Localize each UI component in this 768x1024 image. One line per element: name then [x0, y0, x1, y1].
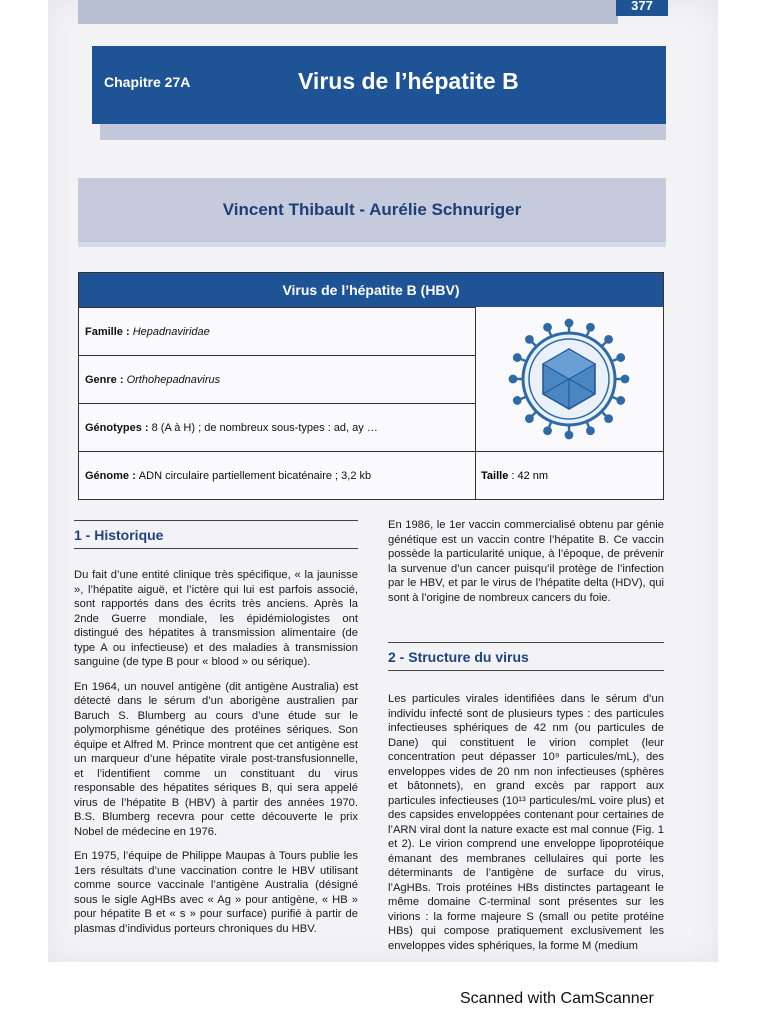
right-column-top — [388, 518, 664, 615]
row-genome — [79, 451, 475, 499]
virus-info-table — [78, 272, 664, 500]
page-number: 377 — [616, 0, 668, 16]
structure-paragraph-1: Les particules virales identifiées dans le sérum d’un individu infecté sont de plusieurs types : des particules infectieuses sphériques de 42 nm (ou particules de Dane) qui constituent le virion complet (leur concentration peut dépasser 10⁹ particules/mL), des enveloppes vides de 20 nm non infectieuses (sphères et bâtonnets), en grand excès par rapport aux particules infectieuses (10¹³ particules/mL voire plus) et des capsides enveloppées contenant pour certaines de l’ARN viral dont la nature exacte est mal connue (Fig. 1 et 2). Le virion comprend une enveloppe lipoprotéique émanant des membranes cellulaires qui porte les déterminants de l’antigène de surface du virus, l’AgHBs. Trois protéines HBs distinctes partageant le même domaine C-terminal sont présentes sur les virions : la forme majeure S (small ou petite protéine HBs) qui compose pratiquement exclusivement les enveloppes vides sphériques, la forme M (medium — [388, 693, 664, 952]
chapter-band — [92, 46, 666, 124]
chapter-title: Virus de l’hépatite B — [298, 68, 519, 94]
scanner-watermark: Scanned with CamScanner — [460, 990, 654, 1007]
virus-illustration-icon — [507, 317, 631, 441]
taille-value: : 42 nm — [508, 470, 549, 482]
size-cell — [475, 451, 663, 499]
row-genre — [79, 355, 475, 403]
genre-label: Genre : — [85, 374, 127, 386]
genre-value: Orthohepadnavirus — [126, 374, 221, 386]
historique-paragraph-2: En 1964, un nouvel antigène (dit antigène Australia) est détecté dans le sérum d’un aborigène australien par Baruch S. Blumberg au cours d’une étude sur le polymorphisme génétique des protéines sériques. Son équipe et Alfred M. Prince montrent que cet antigène est un marqueur d’une hépatite virale post-transfusionnelle, et l’identifient comme un constituant du virus responsable des hépatites sériques B, qui sera appelé virus de l’hépatite B (HBV) à partir des années 1970. B.S. Blumberg recevra pour cette découverte le prix Nobel de médecine en 1976. — [74, 680, 358, 838]
authors-band — [78, 178, 666, 247]
famille-value: Hepadnaviridae — [132, 326, 210, 338]
genotypes-label: Génotypes : — [85, 422, 152, 434]
section-historique-heading: 1 - Historique — [74, 520, 358, 549]
genotypes-value: 8 (A à H) ; de nombreux sous-types : ad, ay … — [151, 422, 378, 434]
historique-paragraph-4: En 1986, le 1er vaccin commercialisé obtenu par génie génétique est un vaccin contre l’hépatite B. Ce vaccin possède la particularité unique, à l’époque, de prévenir la survenue d’un cancer puisqu’il protège de l’infection par le HBV, et par le virus de l’hépatite delta (HDV), qui sont à l’origine de nombreux cancers du foie. — [388, 519, 664, 604]
authors: Vincent Thibault - Aurélie Schnuriger — [222, 200, 522, 219]
book-page — [48, 0, 718, 962]
genome-label: Génome : — [85, 470, 139, 482]
left-column — [74, 568, 358, 946]
right-column-bottom — [388, 692, 664, 962]
chapter-label: Chapitre 27A — [104, 74, 191, 90]
header-strip — [78, 0, 618, 24]
historique-paragraph-1: Du fait d’une entité clinique très spécifique, « la jaunisse », l’hépatite aiguë, et l’ictère qui lui est parfois associé, sont rapportés dans des écrits très anciens. Après la 2nde Guerre mondiale, les épidémiologistes ont distingué des hépatites à transmission alimentaire (de type A ou infectieuse) et des maladies à transmission sanguine (de type B pour « blood » ou sérique). — [74, 569, 358, 668]
row-famille — [79, 307, 475, 355]
famille-label: Famille : — [85, 326, 133, 338]
row-genotypes — [79, 403, 475, 451]
historique-paragraph-3: En 1975, l’équipe de Philippe Maupas à Tours publie les 1ers résultats d’une vaccination contre le HBV utilisant comme source vaccinale l’antigène Australia (désigné sous le sigle AgHBs avec « Ag » pour antigène, « HB » pour hépatite B et « s » pour surface) purifié à partir de plasmas d’individus porteurs chroniques du HBV. — [74, 850, 358, 935]
genome-value: ADN circulaire partiellement bicaténaire ; 3,2 kb — [138, 470, 372, 482]
taille-label: Taille — [481, 470, 509, 482]
section-structure-heading: 2 - Structure du virus — [388, 642, 664, 671]
table-header: Virus de l’hépatite B (HBV) — [79, 273, 663, 307]
